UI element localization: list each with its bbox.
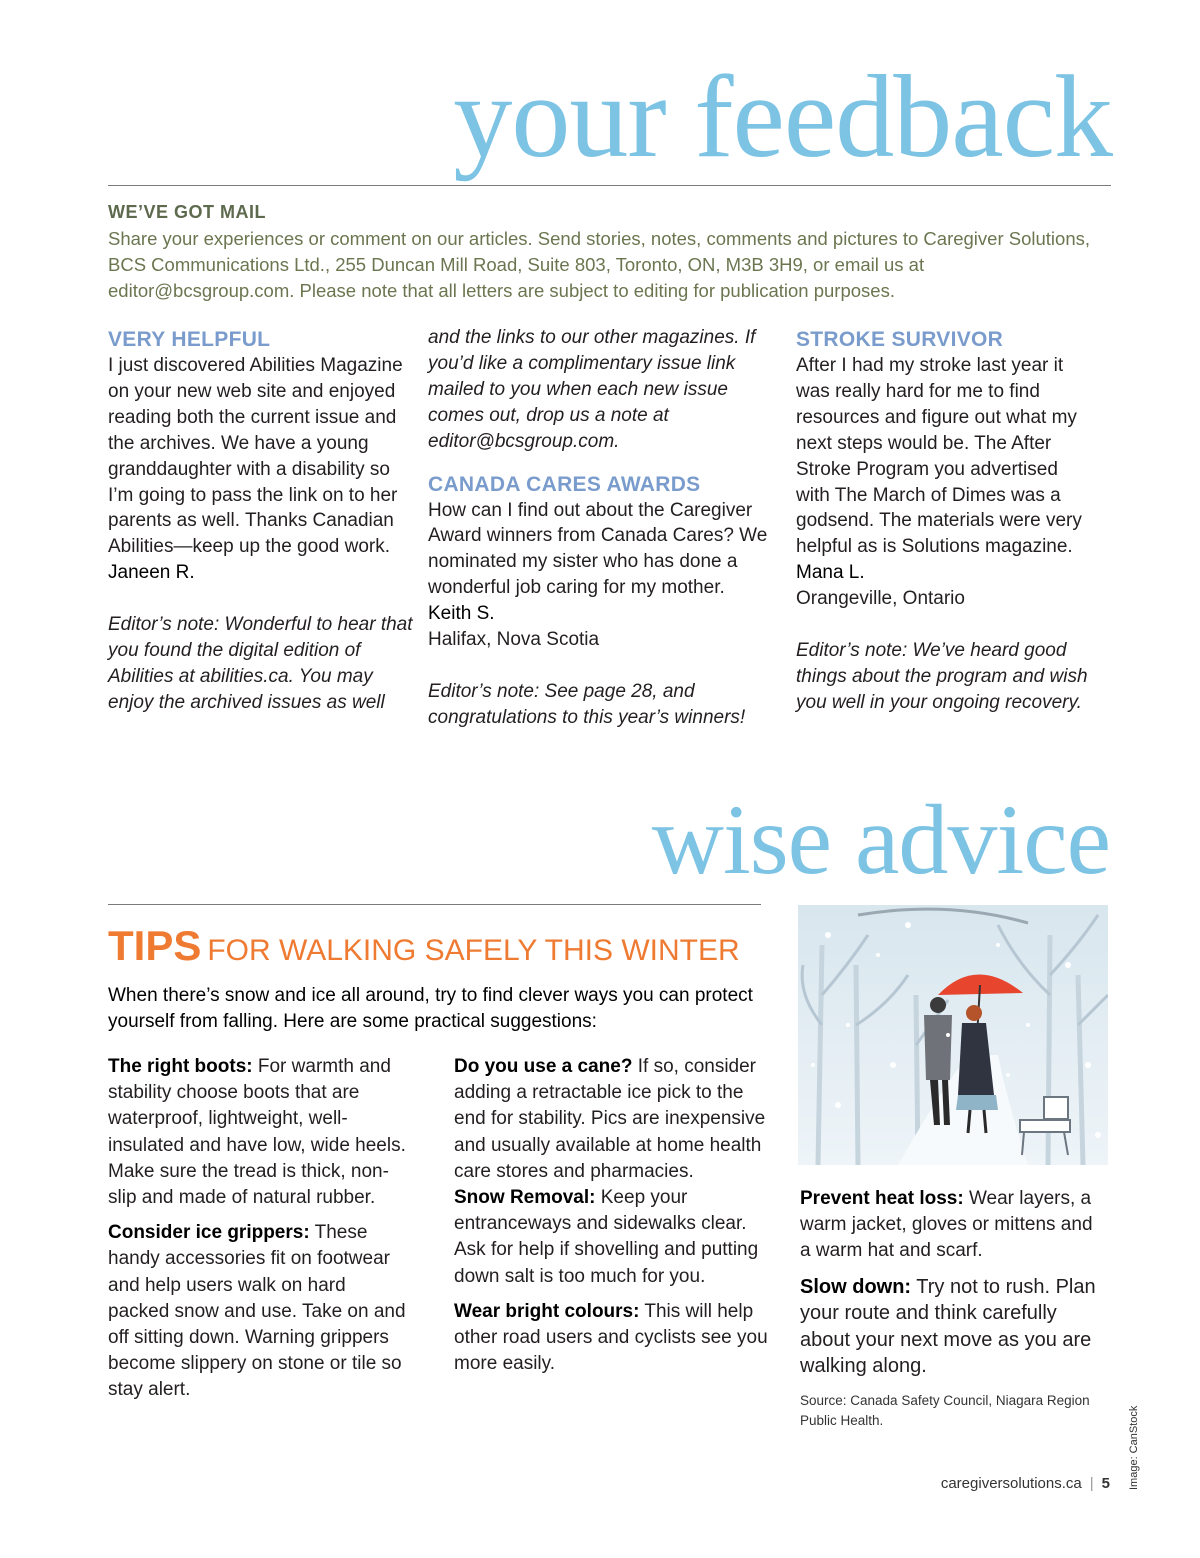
editor-note: Editor’s note: We’ve heard good things about the program and wish you well in your ongoing recovery. (796, 639, 1088, 713)
tip-item (108, 1220, 408, 1403)
tip-text: Keep your entranceways and sidewalks clear. Ask for help if shovelling and putting down salt is too much for you. (454, 1187, 759, 1287)
letter-body: How can I find out about the Caregiver Award winners from Canada Cares? We nominated my sister who has done a wonderful job caring for my mother. (428, 499, 768, 599)
letter-location: Orangeville, Ontario (796, 588, 965, 610)
page-number: 5 (1101, 1475, 1110, 1492)
tip-label: The right boots: (108, 1056, 253, 1077)
mail-heading: WE’VE GOT MAIL (108, 202, 266, 222)
tip-text: Wear layers, a warm jacket, gloves or mittens and a warm hat and scarf. (800, 1188, 1093, 1262)
tip-label: Snow Removal: (454, 1187, 596, 1209)
divider (108, 185, 1111, 186)
editor-note-continued: and the links to our other magazines. If you’d like a complimentary issue link mailed to you when each new issue comes out, drop us a note at editor@bcsgroup.com. (428, 327, 756, 452)
letter-heading: VERY HELPFUL (108, 328, 271, 351)
tip-label: Prevent heat loss: (800, 1188, 964, 1209)
letter-signature: Janeen R. (108, 562, 195, 584)
divider (108, 904, 761, 905)
tip-item (800, 1186, 1105, 1265)
tip-item (454, 1054, 769, 1185)
tips-heading (108, 922, 740, 970)
tips-intro: When there’s snow and ice all around, try to find clever ways you can protect yourself from falling. Here are some practical suggestions: (108, 985, 753, 1032)
tip-label: Do you use a cane? (454, 1056, 633, 1077)
tips-word: TIPS (108, 922, 202, 969)
tip-text: Try not to rush. Plan your route and think carefully about your next move as you are walking along. (800, 1275, 1096, 1378)
tip-label: Slow down: (800, 1275, 912, 1298)
letter-heading: STROKE SURVIVOR (796, 328, 1004, 351)
tip-text: This will help other road users and cyclists see you more easily. (454, 1300, 768, 1375)
image-credit: Image: CanStock (1128, 1405, 1140, 1490)
mail-intro: Share your experiences or comment on our articles. Send stories, notes, comments and pictures to Caregiver Solutions, BCS Communications Ltd., 255 Duncan Mill Road, Suite 803, Toronto, ON, M3B 3H9, or email us at editor@bcsgroup.com. Please note that all letters are subject to editing for publication purposes. (108, 228, 1090, 301)
letter-heading: CANADA CARES AWARDS (428, 472, 701, 496)
editor-note: Editor’s note: Wonderful to hear that you found the digital edition of Abilities at abilities.ca. You may enjoy the archived issues as well (108, 614, 413, 713)
tip-item (800, 1274, 1105, 1380)
tip-item (108, 1054, 408, 1211)
letter-body: After I had my stroke last year it was really hard for me to find resources and figure out what my next steps would be. The After Stroke Program you advertised with The March of Dimes was a godsend. The materials were very helpful as is Solutions magazine. (796, 355, 1082, 558)
letter-column-2 (428, 325, 773, 731)
advice-title: wise advice (651, 784, 1110, 895)
letter-column-1 (108, 327, 418, 716)
tips-column-1 (108, 1054, 408, 1413)
tip-text: For warmth and stability choose boots that are waterproof, lightweight, well-insulated and have low, wide heels. Make sure the tread is thick, non-slip and made of natural rubber. (108, 1056, 406, 1209)
letter-signature: Mana L. (796, 562, 865, 584)
letter-location: Halifax, Nova Scotia (428, 629, 600, 651)
winter-couple-illustration (798, 905, 1108, 1165)
tips-subtitle: FOR WALKING SAFELY THIS WINTER (207, 934, 740, 967)
editor-note: Editor’s note: See page 28, and congratulations to this year’s winners! (428, 680, 746, 728)
tip-label: Wear bright colours: (454, 1300, 640, 1322)
letter-column-3 (796, 327, 1096, 716)
tip-item (454, 1299, 769, 1378)
footer (941, 1475, 1110, 1492)
source-note: Source: Canada Safety Council, Niagara Region Public Health. (800, 1393, 1090, 1428)
footer-separator: | (1089, 1475, 1094, 1492)
letter-signature: Keith S. (428, 603, 495, 625)
tips-column-2 (454, 1054, 769, 1386)
feedback-title: your feedback (453, 51, 1112, 182)
tips-column-3 (800, 1186, 1105, 1389)
tip-text: If so, consider adding a retractable ice pick to the end for stability. Pics are inexpensive and usually available at home health care stores and pharmacies. (454, 1056, 766, 1182)
tip-item (454, 1185, 769, 1290)
footer-site: caregiversolutions.ca (940, 1475, 1082, 1492)
tip-text: These handy accessories fit on footwear and help users walk on hard packed snow and use. Take on and off sitting down. Warning grippers become slippery on stone or tile so stay alert. (108, 1222, 406, 1401)
tip-label: Consider ice grippers: (108, 1222, 310, 1244)
letter-body: I just discovered Abilities Magazine on your new web site and enjoyed reading both the current issue and the archives. We have a young granddaughter with a disability so I’m going to pass the link on to her parents as well. Thanks Canadian Abilities—keep up the good work. (108, 355, 403, 558)
